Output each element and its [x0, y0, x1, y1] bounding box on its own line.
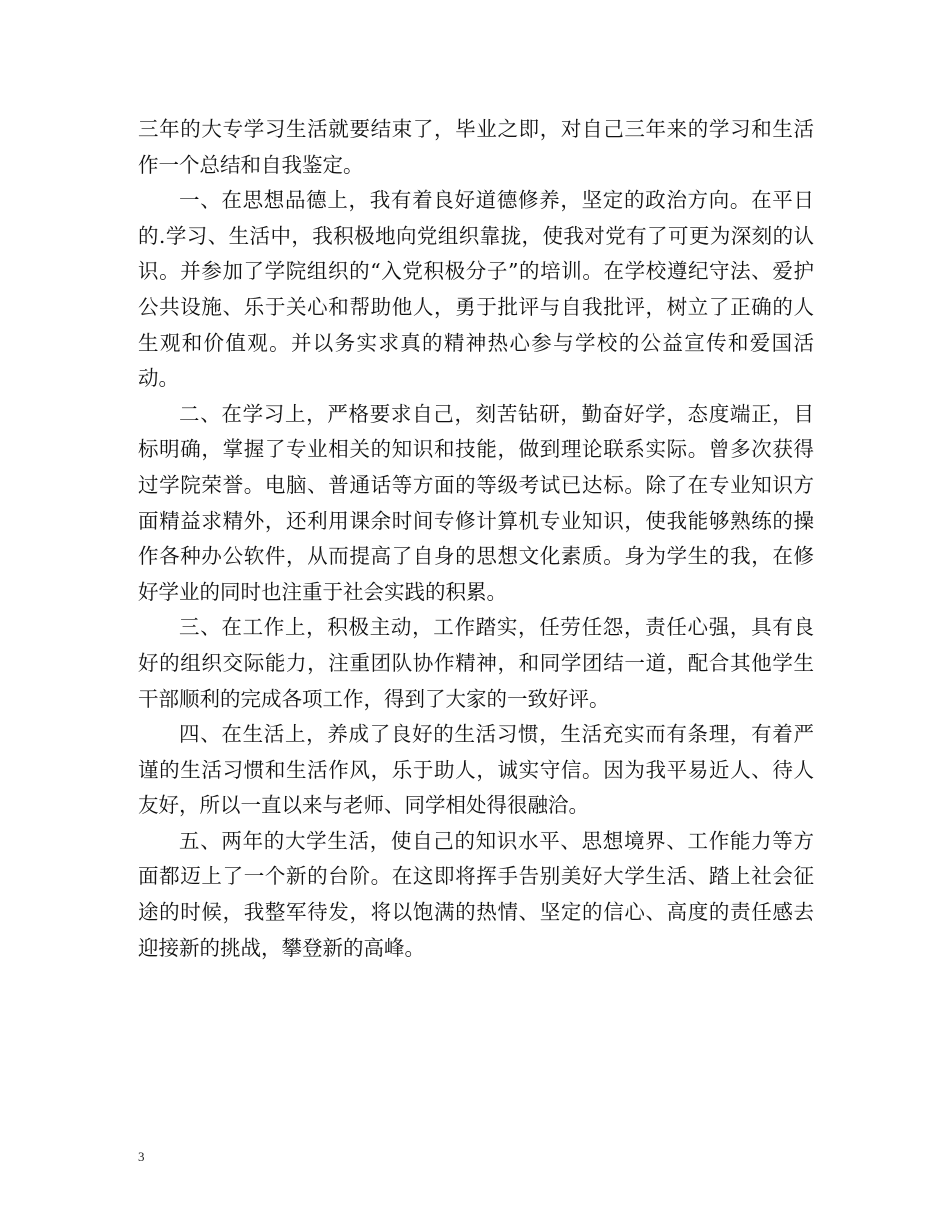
page-number: 3 — [138, 1149, 145, 1164]
document-body — [138, 112, 814, 966]
paragraph-study: 二、在学习上，严格要求自己，刻苦钻研，勤奋好学，态度端正，目标明确，掌握了专业相关的知识和技能，做到理论联系实际。曾多次获得过学院荣誉。电脑、普通话等方面的等级考试已达标。除了在专业知识方面精益求精外，还利用课余时间专修计算机专业知识，使我能够熟练的操作各种办公软件，从而提高了自身的思想文化素质。身为学生的我，在修好学业的同时也注重于社会实践的积累。 — [138, 401, 814, 604]
intro-paragraph: 三年的大专学习生活就要结束了，毕业之即，对自己三年来的学习和生活作一个总结和自我鉴定。 — [138, 117, 814, 177]
paragraph-work: 三、在工作上，积极主动，工作踏实，任劳任怨，责任心强，具有良好的组织交际能力，注重团队协作精神，和同学团结一道，配合其他学生干部顺利的完成各项工作，得到了大家的一致好评。 — [138, 615, 814, 711]
paragraph-conclusion: 五、两年的大学生活，使自己的知识水平、思想境界、工作能力等方面都迈上了一个新的台阶。在这即将挥手告别美好大学生活、踏上社会征途的时候，我整军待发，将以饱满的热情、坚定的信心、高度的责任感去迎接新的挑战，攀登新的高峰。 — [138, 828, 814, 960]
paragraph-moral-character: 一、在思想品德上，我有着良好道德修养，坚定的政治方向。在平日的.学习、生活中，我积极地向党组织靠拢，使我对党有了可更为深刻的认识。并参加了学院组织的“入党积极分子”的培训。在学校遵纪守法、爱护公共设施、乐于关心和帮助他人，勇于批评与自我批评，树立了正确的人生观和价值观。并以务实求真的精神热心参与学校的公益宣传和爱国活动。 — [138, 188, 814, 391]
paragraph-life: 四、在生活上，养成了良好的生活习惯，生活充实而有条理，有着严谨的生活习惯和生活作风，乐于助人，诚实守信。因为我平易近人、待人友好，所以一直以来与老师、同学相处得很融洽。 — [138, 722, 814, 818]
